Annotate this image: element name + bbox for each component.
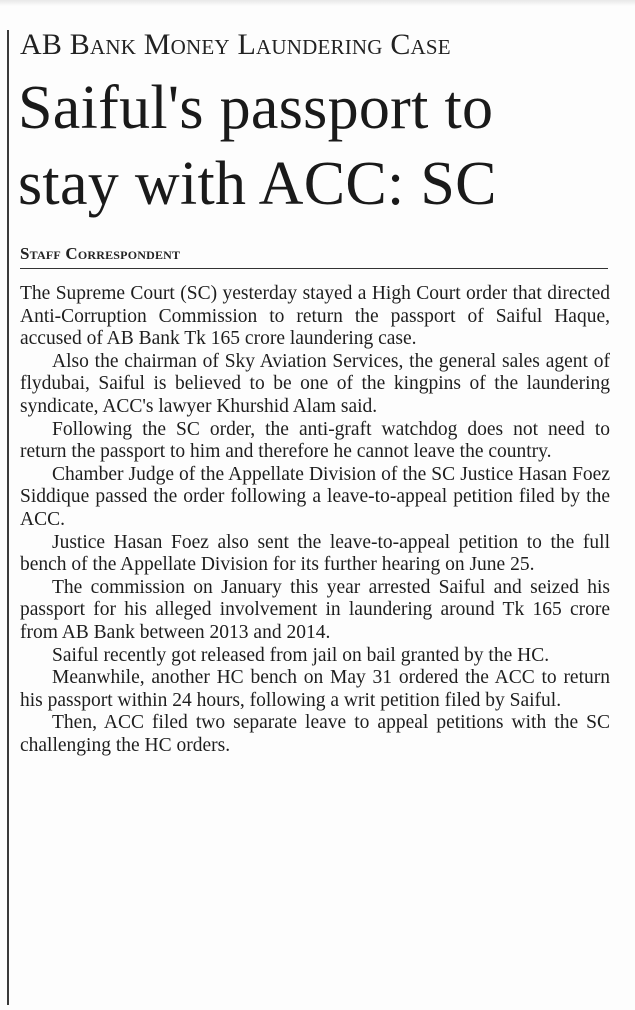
article-paragraph: The commission on January this year arrested Saiful and seized his passport for his alleged involvement in laundering around Tk 165 crore from AB Bank between 2013 and 2014. (20, 576, 610, 643)
article-body (20, 283, 610, 757)
article-paragraph: Then, ACC filed two separate leave to appeal petitions with the SC challenging the HC orders. (20, 712, 610, 756)
article-paragraph: Also the chairman of Sky Aviation Services, the general sales agent of flydubai, Saiful is believed to be one of the kingpins of the laundering syndicate, ACC's lawyer Khurshid Alam said. (20, 350, 610, 417)
column-rule (7, 30, 9, 1005)
article-paragraph: Justice Hasan Foez also sent the leave-to-appeal petition to the full bench of the Appellate Division for its further hearing on June 25. (20, 531, 610, 576)
clipping-top-edge (0, 0, 635, 6)
article-paragraph: Meanwhile, another HC bench on May 31 ordered the ACC to return his passport within 24 hours, following a writ petition filed by Saiful. (20, 667, 610, 711)
article-paragraph: Saiful recently got released from jail on bail granted by the HC. (52, 644, 550, 666)
byline-divider (20, 268, 608, 269)
article-kicker: AB Bank Money Laundering Case (20, 28, 451, 61)
article-headline (18, 70, 628, 222)
article-paragraph: Following the SC order, the anti-graft watchdog does not need to return the passport to him and therefore he cannot leave the country. (20, 418, 610, 463)
article-byline: Staff Correspondent (20, 244, 181, 263)
headline-line: Saiful's passport to (18, 74, 494, 142)
article-paragraph: The Supreme Court (SC) yesterday stayed a High Court order that directed Anti-Corruption Commission to return the passport of Saiful Haque, accused of AB Bank Tk 165 crore laundering case. (20, 283, 610, 350)
headline-line: stay with ACC: SC (18, 150, 497, 218)
article-paragraph: Chamber Judge of the Appellate Division of the SC Justice Hasan Foez Siddique passed the order following a leave-to-appeal petition filed by the ACC. (20, 463, 610, 530)
